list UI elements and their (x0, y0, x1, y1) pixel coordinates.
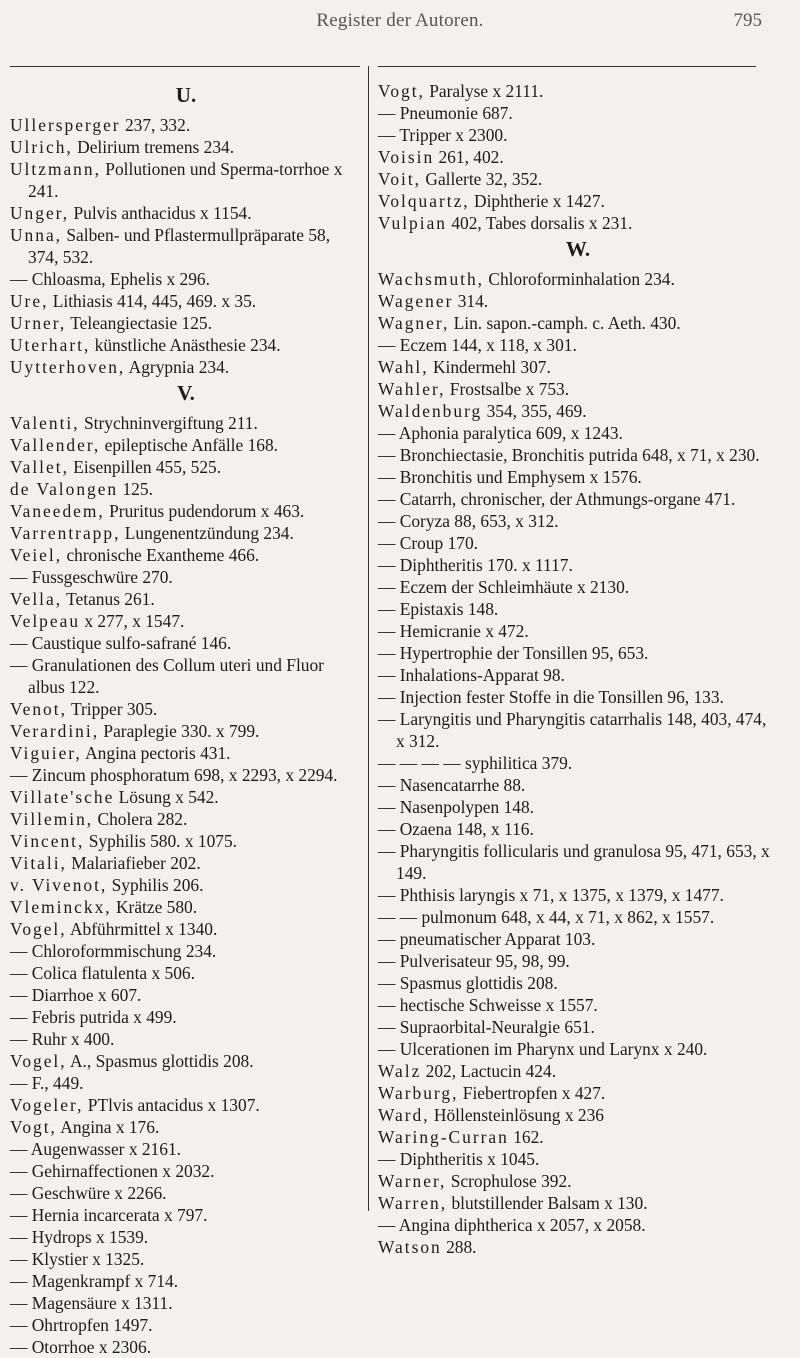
index-entry (378, 994, 778, 1016)
author-name: de Valongen (10, 479, 119, 499)
entry-text: Lösung x 542. (114, 787, 219, 807)
entry-text: Cholera 282. (93, 809, 188, 829)
entry-text: Abführmittel x 1340. (66, 919, 218, 939)
index-entry (10, 918, 362, 940)
index-entry (10, 478, 362, 500)
index-entry (10, 610, 362, 632)
entry-text: — Injection fester Stoffe in die Tonsillen 96, 133. (378, 687, 724, 707)
author-name: Verardini, (10, 721, 100, 741)
entry-text: — Tripper x 2300. (378, 125, 508, 145)
author-name: Vallender, (10, 435, 101, 455)
entry-text: — Epistaxis 148. (378, 599, 499, 619)
index-entry (378, 1170, 778, 1192)
index-entry (378, 950, 778, 972)
entry-text: Salben- und Pflastermullpräparate 58, 374, 532. (28, 225, 331, 267)
entry-text: — Magensäure x 1311. (10, 1293, 173, 1313)
entry-text: — Hemicranie x 472. (378, 621, 529, 641)
entry-text: A., Spasmus glottidis 208. (66, 1051, 254, 1071)
author-name: Wahl, (378, 357, 429, 377)
entry-text: Scrophulose 392. (446, 1171, 572, 1191)
entry-text: — Geschwüre x 2266. (10, 1183, 167, 1203)
index-entry (10, 268, 362, 290)
entry-text: Pruritus pudendorum x 463. (104, 501, 305, 521)
entry-text: — Zincum phosphoratum 698, x 2293, x 2294. (10, 765, 338, 785)
entry-text: 162. (508, 1127, 544, 1147)
entry-text: — Catarrh, chronischer, der Athmungs-organe 471. (378, 489, 736, 509)
page-number: 795 (733, 10, 762, 31)
entry-text: Eisenpillen 455, 525. (68, 457, 222, 477)
index-entry (10, 1138, 362, 1160)
author-name: Warren, (378, 1193, 448, 1213)
entry-text: — Hydrops x 1539. (10, 1227, 149, 1247)
entry-text: — Otorrhoe x 2306. (10, 1337, 152, 1357)
entry-text: Gallerte 32, 352. (421, 169, 543, 189)
entry-text: Agrypnia 234. (125, 357, 230, 377)
author-name: Vulpian (378, 213, 447, 233)
author-name: Unna, (10, 225, 63, 245)
running-title: Register der Autoren. (316, 10, 484, 31)
entry-text: — Spasmus glottidis 208. (378, 973, 558, 993)
entry-text: x 277, x 1547. (80, 611, 185, 631)
index-entry (378, 1126, 778, 1148)
entry-text: 314. (453, 291, 489, 311)
index-entry (378, 686, 778, 708)
author-name: Ward, (378, 1105, 430, 1125)
entry-text: — Coryza 88, 653, x 312. (378, 511, 559, 531)
entry-text: Lungenentzündung 234. (120, 523, 294, 543)
entry-text: Lin. sapon.-camph. c. Aeth. 430. (449, 313, 681, 333)
entry-text: Frostsalbe x 753. (445, 379, 570, 399)
author-name: Ulrich, (10, 137, 73, 157)
index-entry (378, 334, 778, 356)
index-entry (10, 114, 362, 136)
index-entry (10, 1050, 362, 1072)
author-name: Vallet, (10, 457, 69, 477)
index-entry (378, 1038, 778, 1060)
index-entry (10, 698, 362, 720)
page-header (0, 0, 800, 60)
index-entry (10, 786, 362, 808)
index-entry (378, 906, 778, 928)
entry-text: — Magenkrampf x 714. (10, 1271, 179, 1291)
entry-text: — — — — syphilitica 379. (378, 753, 573, 773)
index-entry (10, 1204, 362, 1226)
entry-text: — Ohrtropfen 1497. (10, 1315, 153, 1335)
author-name: Urner, (10, 313, 67, 333)
header-rule-left (10, 66, 360, 67)
entry-text: 202, Lactucin 424. (421, 1061, 557, 1081)
entry-text: — Aphonia paralytica 609, x 1243. (378, 423, 623, 443)
entry-text: — Pulverisateur 95, 98, 99. (378, 951, 570, 971)
entry-text: — Granulationen des Collum uteri und Fluor albus 122. (10, 655, 324, 697)
index-entry (10, 290, 362, 312)
index-entry (378, 444, 778, 466)
entry-text: — Eczem 144, x 118, x 301. (378, 335, 577, 355)
index-entry (378, 928, 778, 950)
entry-text: — Pharyngitis follicularis und granulosa 95, 471, 653, x 149. (378, 841, 770, 883)
author-name: Voit, (378, 169, 422, 189)
index-entry (10, 1160, 362, 1182)
entry-text: Kindermehl 307. (428, 357, 551, 377)
author-name: Warner, (378, 1171, 447, 1191)
entry-text: Krätze 580. (111, 897, 198, 917)
author-name: Vogel, (10, 1051, 67, 1071)
entry-text: Teleangiectasie 125. (66, 313, 212, 333)
author-name: Uterhart, (10, 335, 91, 355)
section-letter: U. (175, 83, 197, 107)
index-entry (378, 268, 778, 290)
entry-text: — Ulcerationen im Pharynx und Larynx x 240. (378, 1039, 708, 1059)
index-entry (378, 576, 778, 598)
index-entry (378, 532, 778, 554)
index-entry (10, 1314, 362, 1336)
author-name: Wagener (378, 291, 454, 311)
author-name: Ullersperger (10, 115, 121, 135)
author-name: Villemin, (10, 809, 94, 829)
entry-text: — Febris putrida x 499. (10, 1007, 177, 1027)
index-entry (378, 884, 778, 906)
author-name: Ure, (10, 291, 49, 311)
entry-text: künstliche Anästhesie 234. (90, 335, 281, 355)
entry-text: — Pneumonie 687. (378, 103, 513, 123)
index-entry (378, 598, 778, 620)
entry-text: Angina pectoris 431. (81, 743, 231, 763)
index-entry (10, 962, 362, 984)
author-name: Vleminckx, (10, 897, 112, 917)
author-name: Villate'sche (10, 787, 115, 807)
header-rule-right (378, 66, 756, 67)
index-entry (378, 1148, 778, 1170)
index-entry (378, 752, 778, 774)
author-name: Walz (378, 1061, 422, 1081)
entry-text: — Colica flatulenta x 506. (10, 963, 195, 983)
index-entry (378, 124, 778, 146)
entry-text: Tetanus 261. (62, 589, 155, 609)
index-entry (10, 158, 362, 202)
author-name: Vogel, (10, 919, 67, 939)
index-entry (10, 940, 362, 962)
index-entry (378, 1016, 778, 1038)
entry-text: Pulvis anthacidus x 1154. (69, 203, 252, 223)
entry-text: — Diarrhoe x 607. (10, 985, 142, 1005)
author-name: Vaneedem, (10, 501, 105, 521)
entry-text: — Eczem der Schleimhäute x 2130. (378, 577, 630, 597)
index-entry (378, 400, 778, 422)
index-entry (10, 654, 362, 698)
index-entry (10, 1028, 362, 1050)
entry-text: — Ozaena 148, x 116. (378, 819, 534, 839)
index-entry (378, 1082, 778, 1104)
author-name: Volquartz, (378, 191, 470, 211)
author-name: Wagner, (378, 313, 450, 333)
author-name: Vella, (10, 589, 63, 609)
author-name: Vogeler, (10, 1095, 84, 1115)
entry-text: chronische Exantheme 466. (62, 545, 260, 565)
section-letter: W. (565, 237, 591, 261)
index-entry (10, 984, 362, 1006)
entry-text: Diphtherie x 1427. (469, 191, 605, 211)
index-entry (378, 466, 778, 488)
entry-text: 261, 402. (434, 147, 504, 167)
author-name: Viguier, (10, 743, 82, 763)
index-entry (10, 720, 362, 742)
index-entry (378, 1214, 778, 1236)
entry-text: — Croup 170. (378, 533, 478, 553)
index-entry (10, 1292, 362, 1314)
index-entry (10, 1094, 362, 1116)
entry-text: Höllensteinlösung x 236 (429, 1105, 604, 1125)
entry-text: Tripper 305. (66, 699, 158, 719)
index-entry (378, 972, 778, 994)
index-entry (378, 664, 778, 686)
entry-text: Pollutionen und Sperma-torrhoe x 241. (28, 159, 343, 201)
index-entry (378, 168, 778, 190)
index-entry (10, 588, 362, 610)
index-entry (378, 818, 778, 840)
index-entry (10, 202, 362, 224)
entry-text: — Chloasma, Ephelis x 296. (10, 269, 210, 289)
author-name: Voisin (378, 147, 435, 167)
entry-text: — Caustique sulfo-safrané 146. (10, 633, 232, 653)
index-entry (10, 764, 362, 786)
author-name: Warburg, (378, 1083, 459, 1103)
entry-text: 354, 355, 469. (482, 401, 587, 421)
index-entry (10, 136, 362, 158)
index-entry (10, 896, 362, 918)
author-name: Vogt, (378, 81, 425, 101)
author-name: Waldenburg (378, 401, 483, 421)
entry-text: Angina x 176. (56, 1117, 160, 1137)
author-name: Venot, (10, 699, 67, 719)
entry-text: — Nasenpolypen 148. (378, 797, 535, 817)
left-column (10, 80, 362, 1358)
author-name: Velpeau (10, 611, 81, 631)
index-entry (378, 290, 778, 312)
index-entry (378, 422, 778, 444)
index-entry (10, 412, 362, 434)
entry-text: Lithiasis 414, 445, 469. x 35. (48, 291, 257, 311)
section-letter: V. (177, 381, 195, 405)
entry-text: — Laryngitis und Pharyngitis catarrhalis 148, 403, 474, x 312. (378, 709, 767, 751)
index-entry (378, 190, 778, 212)
entry-text: — Phthisis laryngis x 71, x 1375, x 1379, x 1477. (378, 885, 724, 905)
index-entry (378, 488, 778, 510)
index-entry (10, 566, 362, 588)
author-name: Wahler, (378, 379, 446, 399)
entry-text: — — pulmonum 648, x 44, x 71, x 862, x 1557. (378, 907, 715, 927)
index-entry (10, 1182, 362, 1204)
index-entry (378, 620, 778, 642)
entry-text: — pneumatischer Apparat 103. (378, 929, 596, 949)
index-entry (378, 642, 778, 664)
entry-text: — Chloroformmischung 234. (10, 941, 217, 961)
author-name: Ultzmann, (10, 159, 101, 179)
right-column (378, 80, 778, 1258)
index-entry (378, 510, 778, 532)
index-entry (10, 1270, 362, 1292)
entry-text: — Augenwasser x 2161. (10, 1139, 181, 1159)
author-name: Valenti, (10, 413, 80, 433)
index-entry (378, 102, 778, 124)
index-entry (10, 544, 362, 566)
entry-text: PTlvis antacidus x 1307. (83, 1095, 260, 1115)
index-entry (10, 830, 362, 852)
index-entry (378, 378, 778, 400)
author-name: Wachsmuth, (378, 269, 485, 289)
entry-text: — Diphtheritis x 1045. (378, 1149, 540, 1169)
entry-text: Chloroforminhalation 234. (484, 269, 675, 289)
column-divider (368, 66, 369, 1211)
index-entry (10, 808, 362, 830)
index-entry (378, 554, 778, 576)
index-entry (378, 708, 778, 752)
index-entry (10, 874, 362, 896)
entry-text: — hectische Schweisse x 1557. (378, 995, 598, 1015)
index-entry (10, 312, 362, 334)
index-entry (10, 434, 362, 456)
entry-text: Strychninvergiftung 211. (79, 413, 258, 433)
entry-text: — Inhalations-Apparat 98. (378, 665, 565, 685)
entry-text: 288. (441, 1237, 477, 1257)
author-name: Unger, (10, 203, 70, 223)
index-entry (378, 796, 778, 818)
author-name: Waring-Curran (378, 1127, 509, 1147)
entry-text: Delirium tremens 234. (72, 137, 235, 157)
entry-text: Syphilis 206. (107, 875, 204, 895)
entry-text: — Hypertrophie der Tonsillen 95, 653. (378, 643, 649, 663)
index-entry (378, 1192, 778, 1214)
index-entry (378, 356, 778, 378)
entry-text: — Bronchitis und Emphysem x 1576. (378, 467, 642, 487)
author-name: Vitali, (10, 853, 67, 873)
index-entry (10, 456, 362, 478)
author-name: Uytterhoven, (10, 357, 126, 377)
entry-text: Fiebertropfen x 427. (458, 1083, 606, 1103)
index-entry (378, 774, 778, 796)
entry-text: — Bronchiectasie, Bronchitis putrida 648, x 71, x 230. (378, 445, 760, 465)
index-entry (10, 356, 362, 378)
index-entry (378, 840, 778, 884)
entry-text: Syphilis 580. x 1075. (84, 831, 238, 851)
author-name: Vogt, (10, 1117, 57, 1137)
index-entry (10, 632, 362, 654)
index-entry (10, 224, 362, 268)
index-entry (378, 1060, 778, 1082)
author-name: Veiel, (10, 545, 63, 565)
entry-text: 125. (118, 479, 153, 499)
entry-text: — Nasencatarrhe 88. (378, 775, 526, 795)
entry-text: Paralyse x 2111. (424, 81, 544, 101)
entry-text: — Fussgeschwüre 270. (10, 567, 173, 587)
index-entry (378, 146, 778, 168)
entry-text: epileptische Anfälle 168. (100, 435, 279, 455)
index-entry (378, 312, 778, 334)
entry-text: — Diphtheritis 170. x 1117. (378, 555, 573, 575)
index-entry (10, 742, 362, 764)
index-entry (10, 1116, 362, 1138)
author-name: v. Vivenot, (10, 875, 108, 895)
entry-text: — F., 449. (10, 1073, 84, 1093)
index-entry (10, 522, 362, 544)
index-entry (378, 1104, 778, 1126)
entry-text: — Klystier x 1325. (10, 1249, 145, 1269)
entry-text: — Supraorbital-Neuralgie 651. (378, 1017, 595, 1037)
entry-text: blutstillender Balsam x 130. (447, 1193, 648, 1213)
author-name: Vincent, (10, 831, 85, 851)
entry-text: 402, Tabes dorsalis x 231. (446, 213, 633, 233)
author-name: Varrentrapp, (10, 523, 121, 543)
index-entry (10, 500, 362, 522)
author-name: Watson (378, 1237, 442, 1257)
index-entry (10, 1072, 362, 1094)
entry-text: — Gehirnaffectionen x 2032. (10, 1161, 215, 1181)
index-entry (378, 212, 778, 234)
index-entry (10, 852, 362, 874)
entry-text: — Angina diphtherica x 2057, x 2058. (378, 1215, 646, 1235)
entry-text: 237, 332. (120, 115, 191, 135)
entry-text: Paraplegie 330. x 799. (99, 721, 260, 741)
index-entry (378, 80, 778, 102)
entry-text: — Ruhr x 400. (10, 1029, 115, 1049)
index-entry (378, 1236, 778, 1258)
index-entry (10, 1336, 362, 1358)
index-entry (10, 1248, 362, 1270)
index-entry (10, 334, 362, 356)
entry-text: — Hernia incarcerata x 797. (10, 1205, 208, 1225)
entry-text: Malariafieber 202. (66, 853, 201, 873)
index-entry (10, 1006, 362, 1028)
